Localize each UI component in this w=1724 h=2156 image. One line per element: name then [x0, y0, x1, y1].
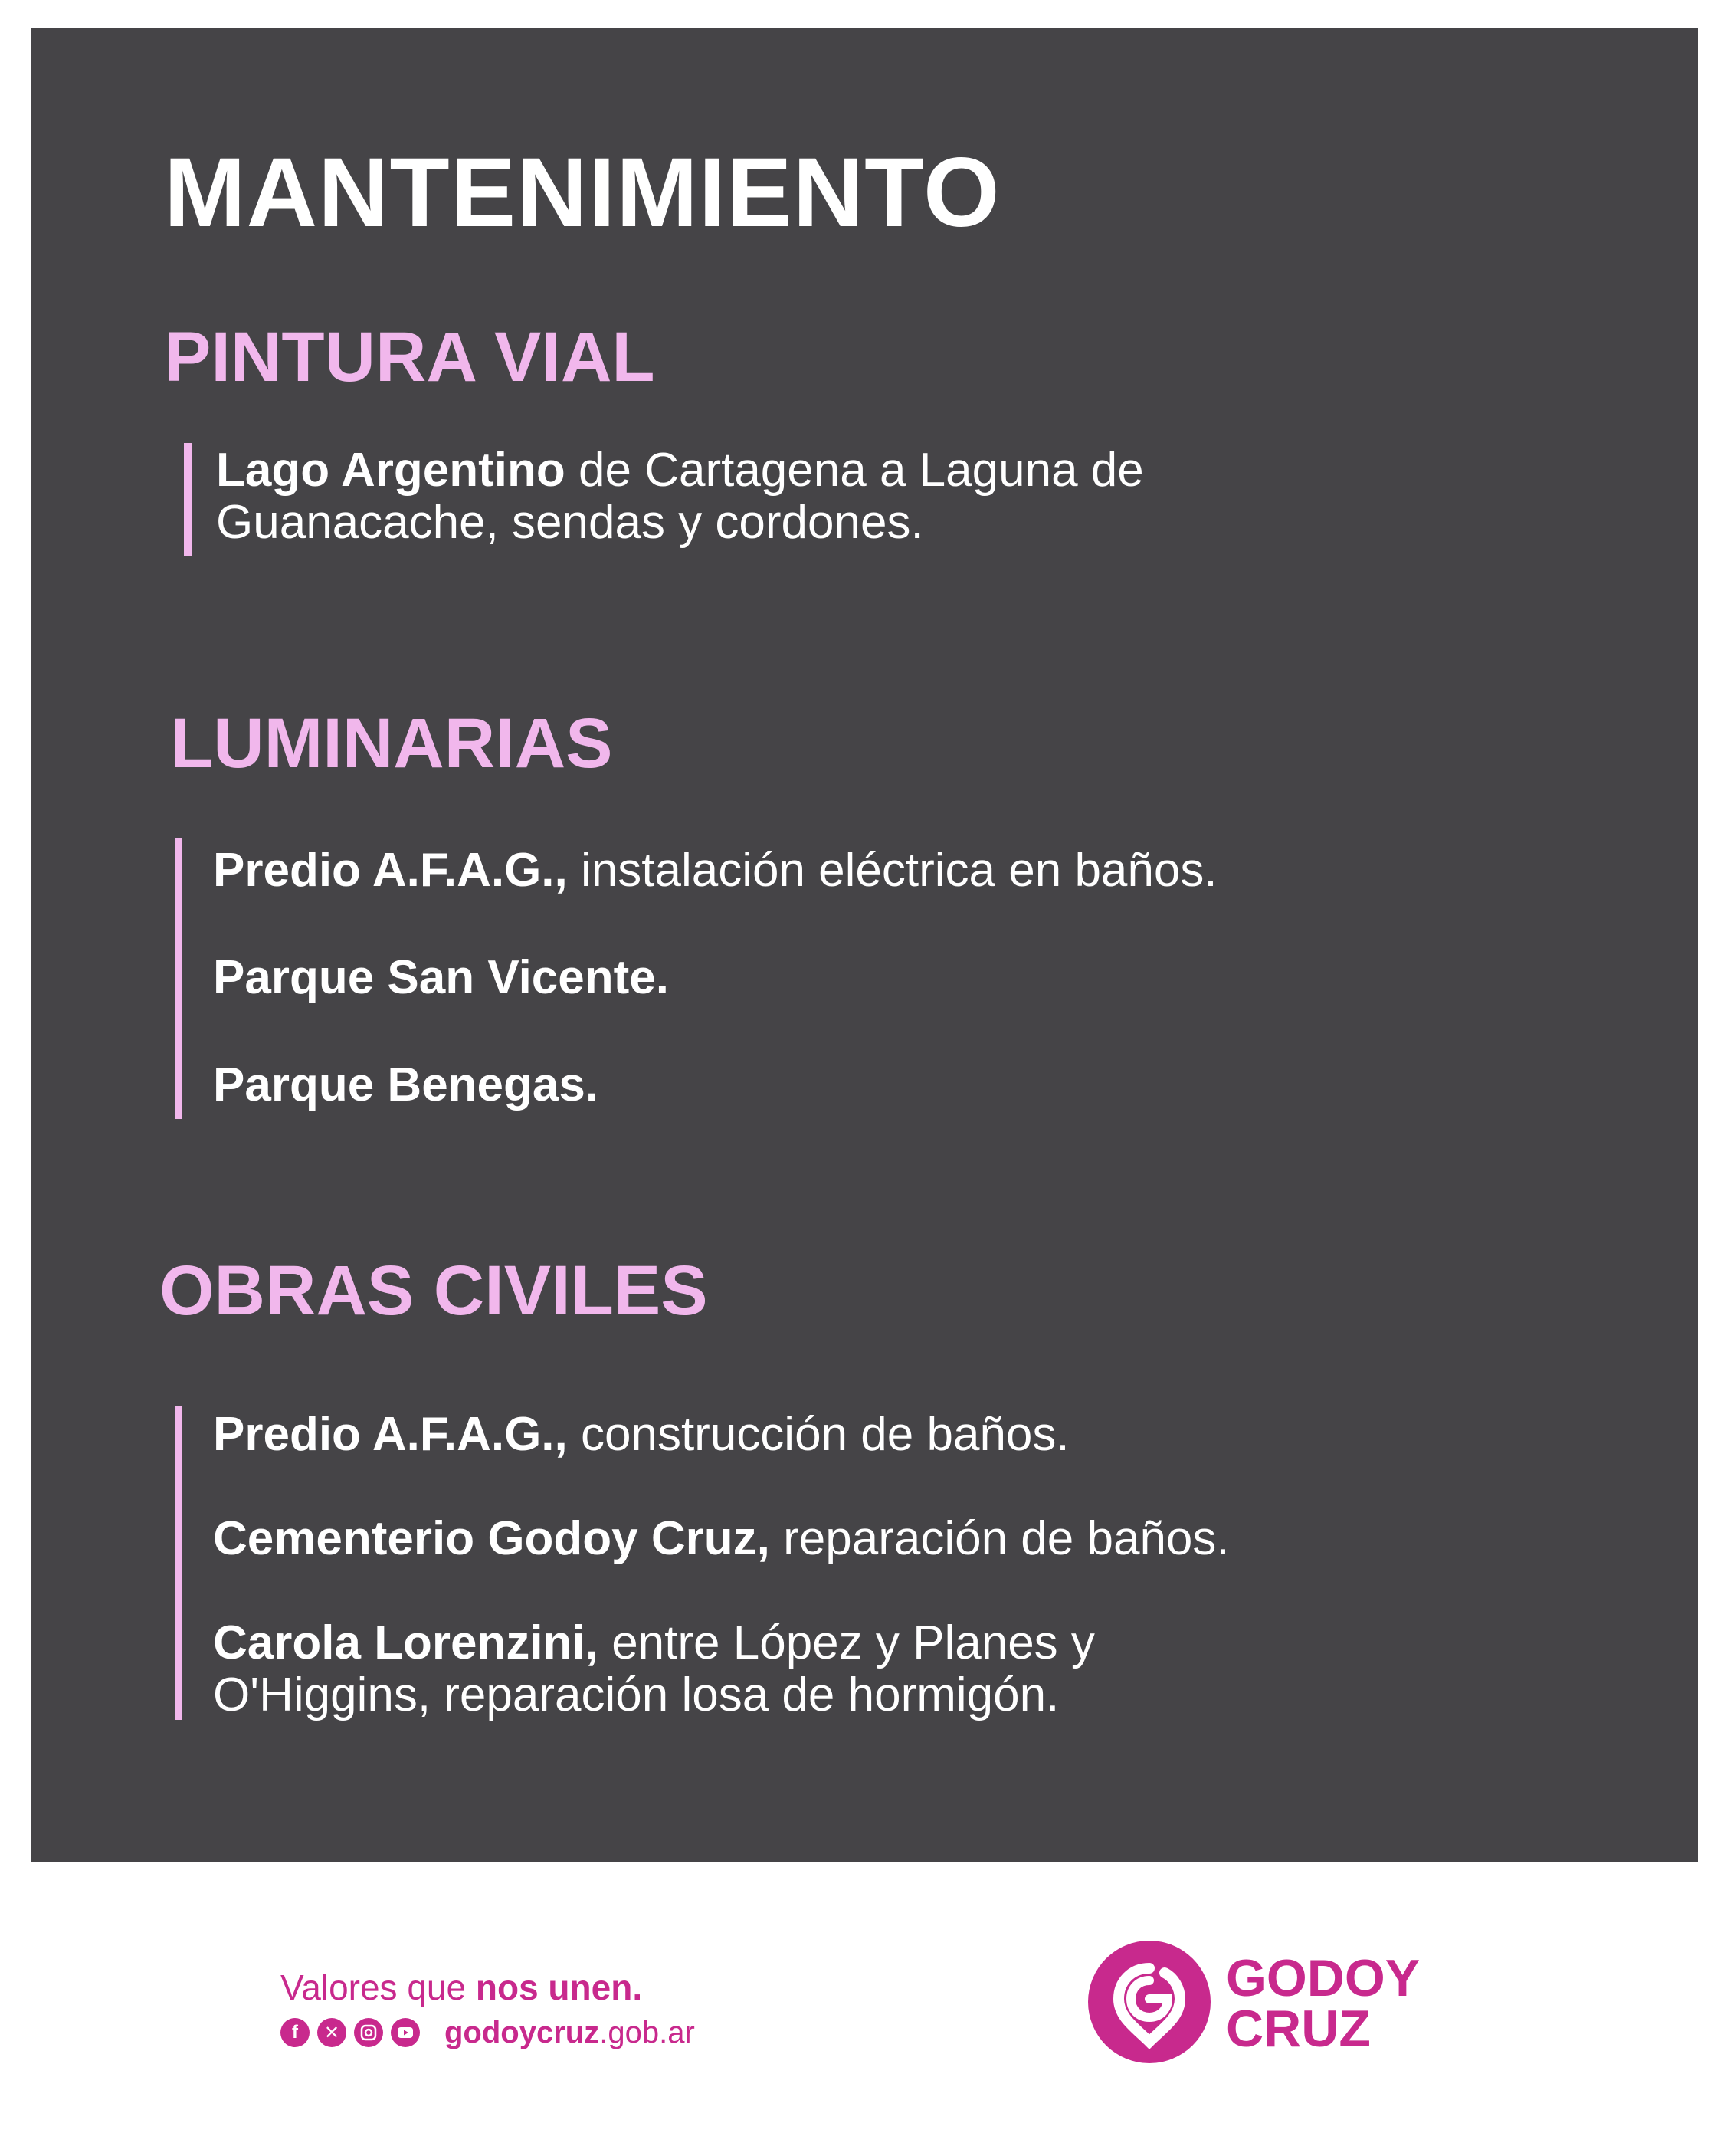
website-link[interactable]: godoycruz.gob.ar	[444, 2016, 695, 2049]
brand-logo-text: GODOY CRUZ	[1226, 1949, 1421, 2058]
youtube-icon[interactable]	[391, 2018, 420, 2047]
list-item: Predio A.F.A.G., construcción de baños.	[213, 1408, 1070, 1461]
list-item: Cementerio Godoy Cruz, reparación de baños.	[213, 1512, 1230, 1565]
list-item: Carola Lorenzini, entre López y Planes y O'Higgins, reparación losa de hormigón.	[213, 1616, 1095, 1721]
instagram-icon[interactable]	[354, 2018, 383, 2047]
x-icon[interactable]: ✕	[317, 2018, 346, 2047]
godoy-cruz-logo-icon	[1088, 1941, 1211, 2063]
list-item: Lago Argentino de Cartagena a Laguna de Guanacache, sendas y cordones.	[216, 444, 1144, 549]
section-divider-bar	[175, 1406, 182, 1720]
section-divider-bar	[184, 443, 192, 556]
section-divider-bar	[175, 838, 182, 1119]
list-item: Parque Benegas.	[213, 1058, 599, 1111]
list-item: Parque San Vicente.	[213, 951, 669, 1004]
facebook-icon[interactable]: f	[280, 2018, 310, 2047]
page-title: MANTENIMIENTO	[164, 138, 1001, 248]
slogan: Valores que nos unen.	[280, 1967, 643, 2007]
section-heading-obras-civiles: OBRAS CIVILES	[159, 1252, 708, 1330]
social-links	[280, 2018, 420, 2047]
section-heading-luminarias: LUMINARIAS	[170, 704, 613, 783]
list-item: Predio A.F.A.G., instalación eléctrica en baños.	[213, 844, 1218, 897]
section-heading-pintura-vial: PINTURA VIAL	[164, 318, 655, 396]
content-panel	[31, 28, 1698, 1862]
